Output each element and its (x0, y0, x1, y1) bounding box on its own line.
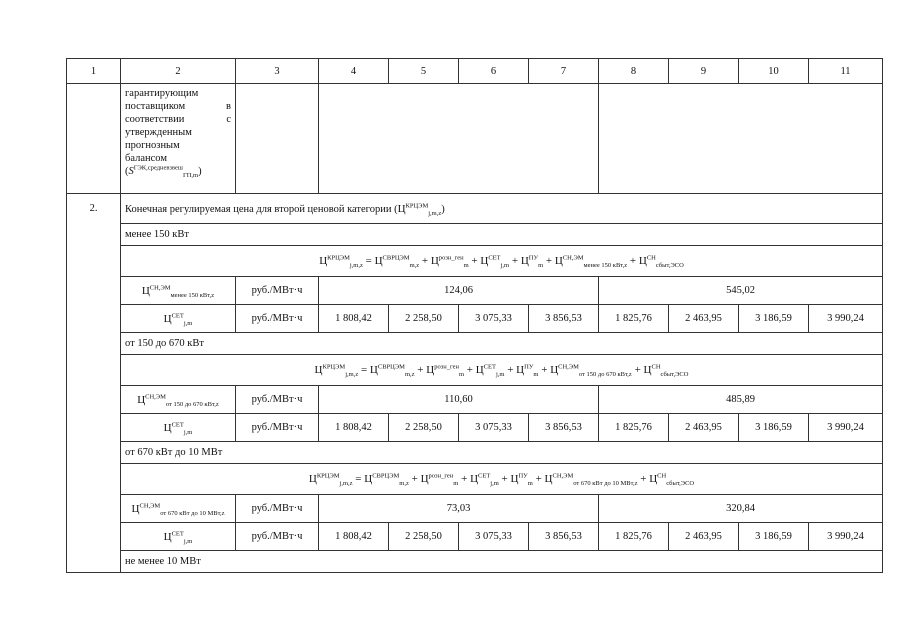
formula-row (67, 464, 883, 495)
unit-cell: руб./МВт·ч (236, 277, 319, 305)
section-row (67, 194, 883, 224)
price-formula: $Ц^{КРЦЭМ}_{j,m,z} = Ц^{СВРЦЭМ}_{m,z} + Ц^{розн\_ген}_m + Ц^{СЕТ}_{j,m} + Ц^{ПУ}_m + Ц^{СН,ЭМ}_{от 150 до 670 кВт,z} + Ц^{СН}_{сбыт,ЭСО}$ (121, 355, 883, 386)
set-value: 3 186,59 (739, 305, 809, 333)
cn-value: 545,02 (599, 277, 883, 305)
formula-row (67, 355, 883, 386)
cn-symbol: $Ц^{СН,ЭМ}_{от 670 кВт до 10 МВт,z}$ (121, 495, 236, 523)
unit-cell: руб./МВт·ч (236, 495, 319, 523)
set-value: 1 825,76 (599, 414, 669, 442)
unit-cell: руб./МВт·ч (236, 414, 319, 442)
empty-cell (67, 84, 121, 194)
empty-cell (236, 84, 319, 194)
col-header: 9 (669, 59, 739, 84)
group-label-row (67, 224, 883, 246)
group-label-row (67, 551, 883, 573)
col-header: 8 (599, 59, 669, 84)
cn-value: 73,03 (319, 495, 599, 523)
tariff-table (66, 58, 883, 573)
group-label: не менее 10 МВт (121, 551, 883, 573)
cn-symbol: $Ц^{СН,ЭМ}_{менее 150 кВт,z}$ (121, 277, 236, 305)
set-value: 2 258,50 (389, 523, 459, 551)
unit-cell: руб./МВт·ч (236, 305, 319, 333)
group-label: от 670 кВт до 10 МВт (121, 442, 883, 464)
continuation-text: гарантирующим поставщиком в соответствии с утвержденным прогнозным балансом $(S^{ГЭК,средневзвеш}_{ГП,m})$ (121, 84, 236, 194)
col-header: 3 (236, 59, 319, 84)
formula-row (67, 246, 883, 277)
set-value: 2 463,95 (669, 523, 739, 551)
column-number-row (67, 59, 883, 84)
set-value: 3 186,59 (739, 414, 809, 442)
cn-value: 485,89 (599, 386, 883, 414)
set-value: 3 990,24 (809, 523, 883, 551)
set-value: 3 075,33 (459, 523, 529, 551)
group-label-row (67, 333, 883, 355)
col-header: 10 (739, 59, 809, 84)
set-value: 1 825,76 (599, 523, 669, 551)
set-value: 3 856,53 (529, 305, 599, 333)
set-row (67, 305, 883, 333)
cn-value: 124,06 (319, 277, 599, 305)
set-symbol: $Ц^{СЕТ}_{j,m}$ (121, 305, 236, 333)
cn-row (67, 386, 883, 414)
cn-row (67, 495, 883, 523)
set-value: 2 258,50 (389, 414, 459, 442)
set-value: 2 463,95 (669, 305, 739, 333)
price-formula: $Ц^{КРЦЭМ}_{j,m,z} = Ц^{СВРЦЭМ}_{m,z} + Ц^{розн\_ген}_m + Ц^{СЕТ}_{j,m} + Ц^{ПУ}_m + Ц^{СН,ЭМ}_{от 670 кВт до 10 МВт,z} + Ц^{СН}_{сбыт,ЭСО}$ (121, 464, 883, 495)
set-value: 3 990,24 (809, 305, 883, 333)
cn-value: 110,60 (319, 386, 599, 414)
col-header: 6 (459, 59, 529, 84)
set-value: 1 808,42 (319, 414, 389, 442)
set-value: 3 186,59 (739, 523, 809, 551)
set-row (67, 414, 883, 442)
col-header: 4 (319, 59, 389, 84)
set-value: 2 463,95 (669, 414, 739, 442)
set-value: 3 075,33 (459, 305, 529, 333)
col-header: 2 (121, 59, 236, 84)
set-value: 1 808,42 (319, 305, 389, 333)
col-header: 7 (529, 59, 599, 84)
set-symbol: $Ц^{СЕТ}_{j,m}$ (121, 523, 236, 551)
set-value: 1 808,42 (319, 523, 389, 551)
set-value: 3 856,53 (529, 523, 599, 551)
empty-cell (599, 84, 883, 194)
set-symbol: $Ц^{СЕТ}_{j,m}$ (121, 414, 236, 442)
set-value: 1 825,76 (599, 305, 669, 333)
unit-cell: руб./МВт·ч (236, 523, 319, 551)
group-label: от 150 до 670 кВт (121, 333, 883, 355)
set-value: 3 990,24 (809, 414, 883, 442)
price-formula: $Ц^{КРЦЭМ}_{j,m,z} = Ц^{СВРЦЭМ}_{m,z} + Ц^{розн\_ген}_m + Ц^{СЕТ}_{j,m} + Ц^{ПУ}_m + Ц^{СН,ЭМ}_{менее 150 кВт,z} + Ц^{СН}_{сбыт,ЭСО}$ (121, 246, 883, 277)
empty-cell (319, 84, 599, 194)
set-row (67, 523, 883, 551)
col-header: 5 (389, 59, 459, 84)
row-number: 2. (67, 194, 121, 573)
cn-value: 320,84 (599, 495, 883, 523)
unit-cell: руб./МВт·ч (236, 386, 319, 414)
section-title: Конечная регулируемая цена для второй ценовой категории $(Ц^{КРЦЭМ}_{j,m,z})$ (121, 194, 883, 224)
continuation-row (67, 84, 883, 194)
col-header: 1 (67, 59, 121, 84)
col-header: 11 (809, 59, 883, 84)
set-value: 3 075,33 (459, 414, 529, 442)
group-label: менее 150 кВт (121, 224, 883, 246)
set-value: 3 856,53 (529, 414, 599, 442)
cn-symbol: $Ц^{СН,ЭМ}_{от 150 до 670 кВт,z}$ (121, 386, 236, 414)
cn-row (67, 277, 883, 305)
group-label-row (67, 442, 883, 464)
set-value: 2 258,50 (389, 305, 459, 333)
